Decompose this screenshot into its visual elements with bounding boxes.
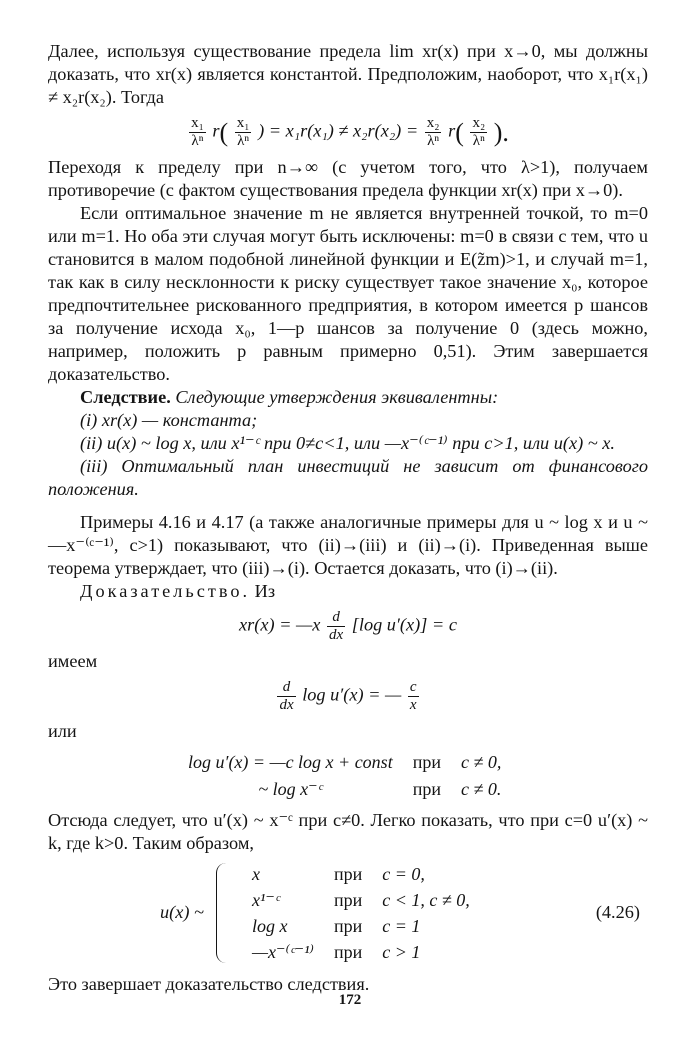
fraction: $\frac{\text{x₁}}{\text{λⁿ}}$ <box>191 115 204 149</box>
paragraph-limit: Переходя к пределу при n→∞ (с учетом того, что λ>1), получаем противоречие (с фактом существования предела функции xr(x) при x→0). <box>48 157 648 200</box>
fraction: $\frac{d}{dx}$ <box>329 609 344 643</box>
word-ili: или <box>48 721 77 741</box>
paragraph-examples: Примеры 4.16 и 4.17 (а также аналогичные примеры для u ~ log x и u ~ —x⁻⁽ᶜ⁻¹⁾, c>1) показывают, что (ii)→(iii) и (ii)→(i). Приведенная выше теорема утверждает, что (iii)→(i). Остается доказать, что (i)→(ii). <box>48 512 648 578</box>
page-body <box>48 40 648 996</box>
case-row: log x при c = 1 <box>252 916 421 936</box>
equation-contradiction: $\frac{\text{x₁}}{\text{λⁿ}}$ r( $\frac{\text{x₁}}{\text{λⁿ}}$ ) = x₁r(x₁) ≠ x₂r(x₂) = $\frac{\text{x₂}}{\text{λⁿ}}$ r( $\frac{\text{x₂}}{\text{λⁿ}}$ ). <box>191 115 509 149</box>
paragraph-intro: Далее, используя существование предела lim xr(x) при x→0, мы должны доказать, что xr(x) является константой. Предположим, наоборот, что x₁r(x₁) ≠ x₂r(x₂). Тогда <box>48 41 648 107</box>
paragraph-conclusion: Это завершает доказательство следствия. <box>48 974 370 994</box>
corollary-text: Следующие утверждения эквивалентны: <box>175 387 499 407</box>
case-row: —x⁻⁽ᶜ⁻¹⁾ при c > 1 <box>252 942 421 962</box>
page-number: 172 <box>338 992 362 1008</box>
proof-heading: Доказательство. Из <box>80 581 276 601</box>
fraction: $\frac{\text{x₂}}{\text{λⁿ}}$ <box>426 115 440 149</box>
equation-derivative: $\frac{d}{dx}$ log u′(x) = — $\frac{c}{x}$ <box>279 679 417 713</box>
corollary-item-3: (iii) Оптимальный план инвестиций не зависит от финансового положения. <box>48 456 648 499</box>
fraction: $\frac{c}{x}$ <box>409 679 417 713</box>
paragraph-optimal-m: Если оптимальное значение m не является внутренней точкой, то m=0 или m=1. Но оба эти случая могут быть исключены: m=0 в связи с тем, что u становится в малом подобной линейной функции и E(z̃m)>1, и случай m=1, так как в силу несклонности к риску существует такое значение x₀, которое предпочтительнее рискованного предприятия, в котором имеется p шансов за получение исхода x₀, 1—p шансов за получение 0 (здесь можно, например, положить p равным примерно 0,51). Этим завершается доказательство. <box>48 203 648 384</box>
proof-label: Доказательство. <box>80 581 251 601</box>
equation-cases: u(x) ~ x при c = 0, x¹⁻ᶜ при c < 1, c ≠ 0, log x при c = 1 —x⁻⁽ᶜ⁻¹⁾ при c > 1 (4.26) <box>48 861 648 969</box>
corollary-heading <box>48 386 648 409</box>
equation-xr: xr(x) = —x $\frac{d}{dx}$ [log u′(x)] = c <box>239 609 457 643</box>
case-row: x¹⁻ᶜ при c < 1, c ≠ 0, <box>252 890 470 910</box>
word-imeem: имеем <box>48 651 98 671</box>
corollary-label: Следствие. <box>80 387 171 407</box>
case-row: x при c = 0, <box>252 864 425 884</box>
corollary-item-1: (i) xr(x) — константа; <box>80 410 258 430</box>
fraction: $\frac{\text{x₁}}{\text{λⁿ}}$ <box>236 115 250 149</box>
equation-log: log u′(x) = —c log x + const при c ≠ 0, ~ log x⁻ᶜ при c ≠ 0. <box>188 752 502 799</box>
fraction: $\frac{d}{dx}$ <box>279 679 294 713</box>
equation-number: (4.26) <box>595 902 640 922</box>
fraction: $\frac{\text{x₂}}{\text{λⁿ}}$ <box>472 115 486 149</box>
corollary-item-2: (ii) u(x) ~ log x, или x¹⁻ᶜ при 0≠c<1, или —x⁻⁽ᶜ⁻¹⁾ при c>1, или u(x) ~ x. <box>80 433 615 453</box>
paragraph-consequence: Отсюда следует, что u′(x) ~ x⁻ᶜ при c≠0. Легко показать, что при c=0 u′(x) ~ k, где k>0. Таким образом, <box>48 810 648 853</box>
left-brace <box>216 863 231 963</box>
